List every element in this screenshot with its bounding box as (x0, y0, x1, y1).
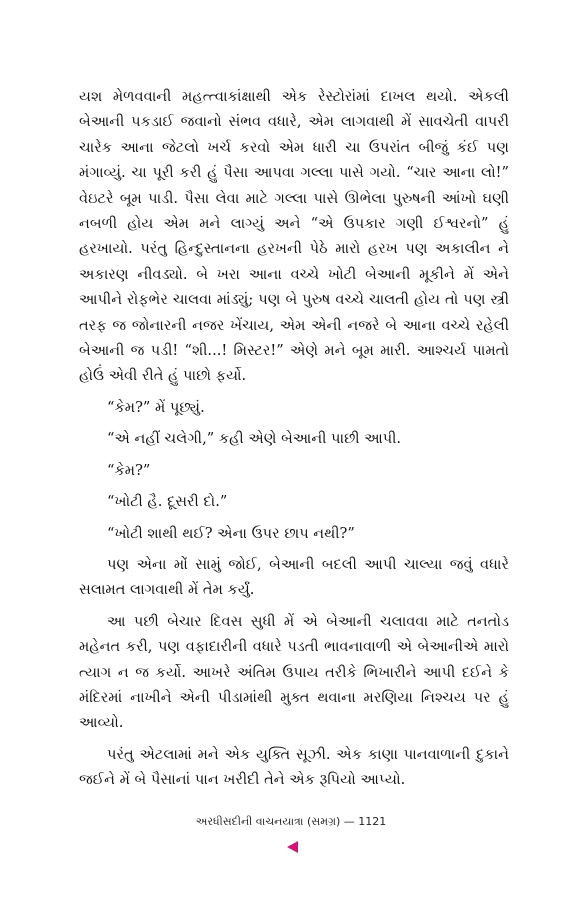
dialogue-line: “કેમ?” મેં પૂછ્યું. (107, 398, 205, 416)
paragraph: આ પછી બેચાર દિવસ સુધી મેં એ બેઆની ચલાવવા માટે તનતોડ મહેનત કરી, પણ વફાદારીની વધારે પડતી ભાવનાવાળી એ બેઆનીએ મારો ત્યાગ ન જ કર્યો. આખરે અંતિમ ઉપાય તરીકે ભિખારીને આપી દઈને કે મંદિરમાં નાખીને એની પીડામાંથી મુક્ત થવાના મરણિયા નિશ્ચય પર હું આવ્યો. (79, 612, 509, 732)
running-footer: અરધીસદીની વાચનયાત્રા (સમગ્ર) — 1121 (195, 815, 387, 828)
paragraph: પરંતુ એટલામાં મને એક યુક્તિ સૂઝી. એક કાણા પાનવાળાની દુકાને જઈને મેં બે પૈસાનાં પાન ખરીદી તેને એક રૂપિયો આપ્યો. (79, 745, 509, 789)
page-body (79, 84, 509, 793)
dialogue-line: “કેમ?” (107, 461, 151, 479)
paragraph: પણ એના મોં સામું જોઈ, બેઆની બદલી આપી ચાલ્યા જવું વધારે સલામત લાગવાથી મેં તેમ કર્યું. (79, 555, 509, 599)
dialogue-line: “ખોટી હૈ. દૂસરી દો.” (107, 493, 228, 511)
dialogue-line: “એ નહીં ચલેગી,” કહી એણે બેઆની પાછી આપી. (107, 430, 402, 448)
paragraph: યશ મેળવવાની મહત્ત્વાકાંક્ષાથી એક રેસ્ટોરાંમાં દાખલ થયો. એકલી બેઆની પકડાઈ જવાનો સંભવ વધારે, એમ લાગવાથી મેં સાવચેતી વાપરી ચારેક આના જેટલો ખર્ચ કરવો એમ ધારી ચા ઉપરાંત બીજું કંઈ પણ મંગાવ્યું. ચા પૂરી કરી હું પૈસા આપવા ગલ્લા પાસે ગયો. “ચાર આના લો!” વેઇટરે બૂમ પાડી. પૈસા લેવા માટે ગલ્લા પાસે ઊભેલા પુરુષની આંખો ઘણી નબળી હોય એમ મને લાગ્યું અને “એ ઉપકાર ગણી ઈશ્વરનો” હું હરખાયો. પરંતુ હિન્દુસ્તાનના હરખની પેઠે મારો હરખ પણ અકાલીન ને અકારણ નીવડ્યો. બે ખરા આના વચ્ચે ખોટી બેઆની મૂકીને મેં એને આપીને રોફભેર ચાલવા માંડ્યું; પણ બે પુરુષ વચ્ચે ચાલતી હોય તો પણ સ્ત્રી તરફ જ જોનારની નજર ખેંચાય, એમ એની નજરે બે આના વચ્ચે રહેલી બેઆની જ પડી! “શી...! મિસ્ટર!” એણે મને બૂમ મારી. આશ્ચર્ય પામતો હોઉં એવી રીતે હું પાછો ફર્યો. (79, 88, 509, 385)
left-triangle-icon[interactable] (287, 841, 298, 853)
dialogue-line: “ખોટી શાથી થઈ? એના ઉપર છાપ નથી?” (107, 524, 355, 542)
